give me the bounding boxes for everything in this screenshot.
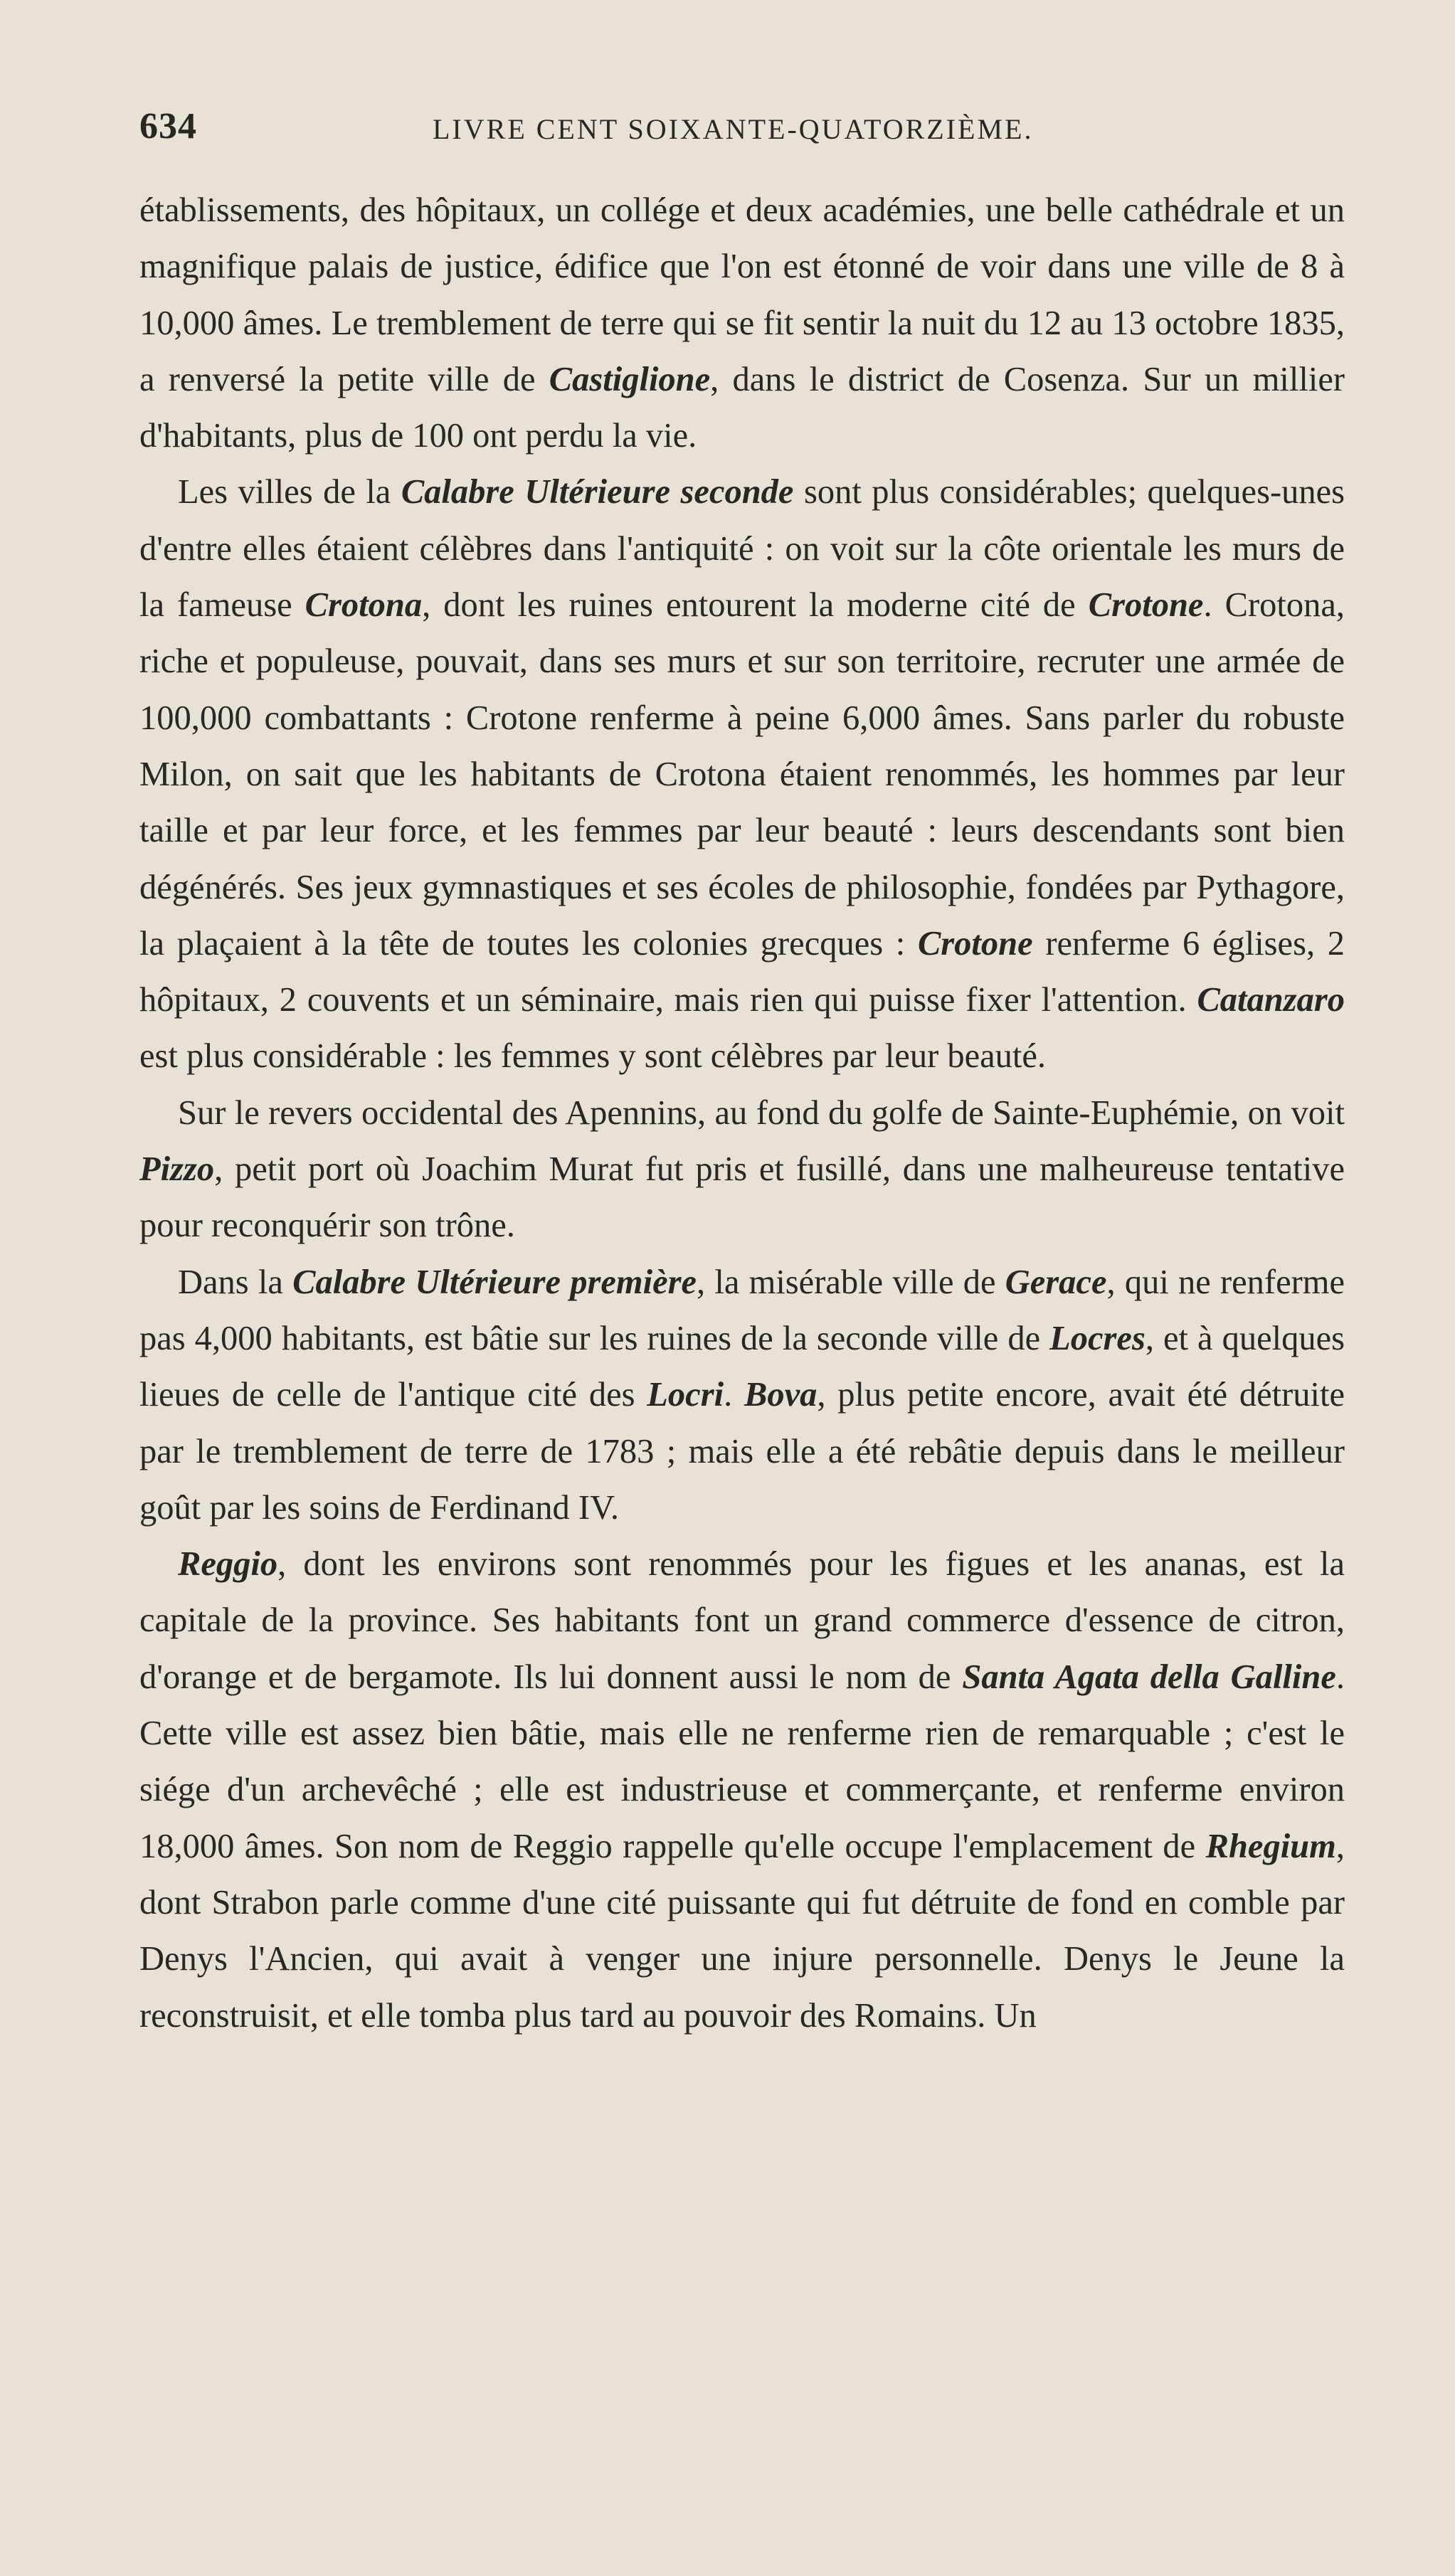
text-run: est plus considérable : les femmes y sont célèbres par leur beauté.	[139, 1037, 1047, 1076]
paragraph	[139, 182, 1345, 464]
italic-term: Reggio	[178, 1545, 278, 1584]
paragraph	[139, 1085, 1345, 1254]
italic-term: Calabre Ultérieure seconde	[401, 473, 794, 512]
italic-term: Crotone	[917, 924, 1033, 963]
italic-term: Bova	[744, 1376, 818, 1414]
italic-term: Gerace	[1005, 1263, 1107, 1301]
text-run: , qui ne renferme pas 4,000 habitants, est bâtie sur les ruines de la seconde ville de	[139, 1263, 1345, 1357]
text-run: , dans le district de Cosenza. Sur un millier d'habitants, plus de 100 ont perdu la vie.	[139, 360, 1345, 455]
italic-term: Crotone	[1088, 586, 1204, 625]
italic-term: Castiglione	[549, 360, 711, 398]
text-run: , la misérable ville de	[697, 1263, 1005, 1301]
page-header	[139, 105, 1356, 155]
italic-term: Calabre Ultérieure première	[292, 1263, 697, 1301]
text-run: , dont Strabon parle comme d'une cité puissante qui fut détruite de fond en comble par Denys l'Ancien, qui avait à venger une injure personnelle. Denys le Jeune la reconstruisit, et elle tomba plus tard au pouvoir des Romains. Un	[139, 1827, 1345, 2035]
page-body	[139, 182, 1345, 2044]
text-run: Dans la	[178, 1263, 293, 1301]
text-run: , et à quelques lieues de celle de l'antique cité des	[139, 1319, 1345, 1414]
text-run: . Crotona, riche et populeuse, pouvait, dans ses murs et sur son territoire, recruter une armée de 100,000 combattants : Crotone renferme à peine 6,000 âmes. Sans parler du robuste Milon, on sait que les habitants de Crotona étaient renommés, les hommes par leur taille et par leur force, et les femmes par leur beauté : leurs descendants sont bien dégénérés. Ses jeux gymnastiques et ses écoles de philosophie, fondées par Pythagore, la plaçaient à la tête de toutes les colonies grecques :	[139, 586, 1345, 963]
running-head: LIVRE CENT SOIXANTE-QUATORZIÈME.	[433, 113, 1034, 145]
paragraph	[139, 464, 1345, 1084]
text-run: , plus petite encore, avait été détruite par le tremblement de terre de 1783 ; mais elle a été rebâtie depuis dans le meilleur goût par les soins de Ferdinand IV.	[139, 1376, 1345, 1527]
italic-term: Catanzaro	[1197, 981, 1345, 1019]
italic-term: Locres	[1049, 1319, 1146, 1357]
page-number: 634	[139, 106, 197, 147]
paragraph	[139, 1536, 1345, 2044]
text-run: Sur le revers occidental des Apennins, au fond du golfe de Sainte-Euphémie, on voit	[178, 1093, 1345, 1132]
text-run: , petit port où Joachim Murat fut pris et fusillé, dans une malheureuse tentative pour reconquérir son trône.	[139, 1150, 1345, 1245]
italic-term: Locri	[647, 1376, 724, 1414]
italic-term: Rhegium	[1205, 1827, 1336, 1865]
italic-term: Pizzo	[139, 1150, 215, 1189]
text-run: , dont les environs sont renommés pour les figues et les ananas, est la capitale de la province. Ses habitants font un grand commerce d'essence de citron, d'orange et de bergamote. Ils lui donnent aussi le nom de	[139, 1545, 1345, 1696]
text-run: , dont les ruines entourent la moderne cité de	[422, 586, 1089, 625]
text-run: Les villes de la	[178, 473, 401, 512]
text-run: renferme 6 églises, 2 hôpitaux, 2 couvents et un séminaire, mais rien qui puisse fixer l'attention.	[139, 924, 1345, 1019]
text-run: sont plus considérables; quelques-unes d'entre elles étaient célèbres dans l'antiquité : on voit sur la côte orientale les murs de la fameuse	[139, 473, 1345, 625]
italic-term: Crotona	[305, 586, 423, 625]
italic-term: Santa Agata della Galline	[962, 1658, 1336, 1696]
paragraph	[139, 1254, 1345, 1536]
text-run: .	[724, 1376, 744, 1414]
text-run: . Cette ville est assez bien bâtie, mais elle ne renferme rien de remarquable ; c'est le siége d'un archevêché ; elle est industrieuse et commerçante, et renferme environ 18,000 âmes. Son nom de Reggio rappelle qu'elle occupe l'emplacement de	[139, 1658, 1345, 1865]
text-run: établissements, des hôpitaux, un collége et deux académies, une belle cathédrale et un magnifique palais de justice, édifice que l'on est étonné de voir dans une ville de 8 à 10,000 âmes. Le tremblement de terre qui se fit sentir la nuit du 12 au 13 octobre 1835, a renversé la petite ville de	[139, 191, 1345, 398]
